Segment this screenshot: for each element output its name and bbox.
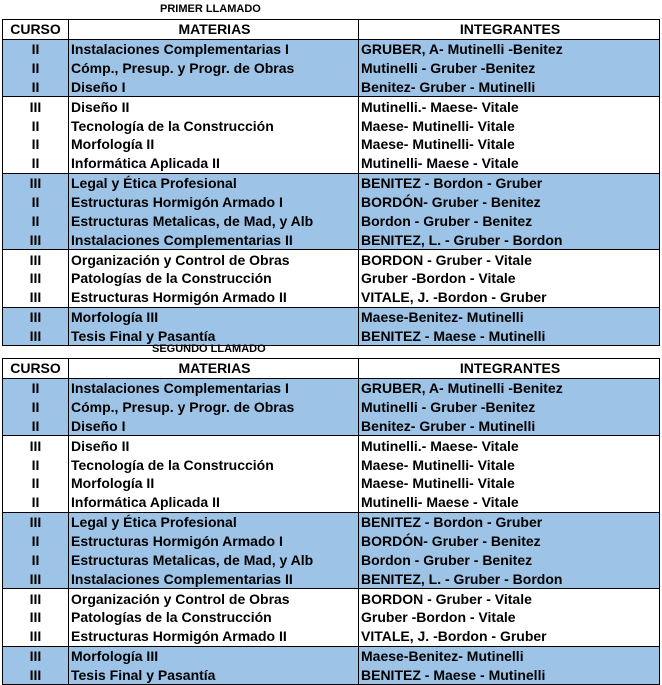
table-row: [3, 327, 660, 346]
table-row: [3, 550, 660, 569]
materia-cell: Diseño I: [69, 78, 359, 97]
curso-cell: II: [3, 116, 69, 135]
curso-cell: II: [3, 211, 69, 230]
table-row: [3, 288, 660, 307]
first-call-title: PRIMER LLAMADO: [160, 3, 261, 15]
integrantes-cell: Maese-Benitez- Mutinelli: [359, 646, 660, 665]
curso-cell: II: [3, 493, 69, 512]
header-curso: CURSO: [3, 20, 69, 40]
integrantes-cell: VITALE, J. -Bordon - Gruber: [359, 288, 660, 307]
curso-cell: III: [3, 173, 69, 192]
materia-cell: Morfología II: [69, 474, 359, 493]
header-integrantes: INTEGRANTES: [359, 359, 660, 379]
table-row: [3, 474, 660, 493]
table-row: [3, 532, 660, 551]
header-integrantes: INTEGRANTES: [359, 20, 660, 40]
materia-cell: Estructuras Hormigón Armado II: [69, 288, 359, 307]
curso-cell: III: [3, 569, 69, 588]
curso-cell: III: [3, 250, 69, 269]
header-materias: MATERIAS: [69, 20, 359, 40]
curso-cell: III: [3, 307, 69, 326]
integrantes-cell: Gruber -Bordon - Vitale: [359, 269, 660, 288]
table-row: [3, 417, 660, 436]
table-row: [3, 135, 660, 154]
curso-cell: III: [3, 230, 69, 249]
table-row: [3, 116, 660, 135]
materia-cell: Instalaciones Complementarias I: [69, 39, 359, 58]
integrantes-cell: Bordon - Gruber - Benitez: [359, 550, 660, 569]
materia-cell: Organización y Control de Obras: [69, 250, 359, 269]
integrantes-cell: Maese-Benitez- Mutinelli: [359, 307, 660, 326]
materia-cell: Patologías de la Construcción: [69, 608, 359, 627]
curso-cell: III: [3, 97, 69, 116]
integrantes-cell: Maese- Mutinelli- Vitale: [359, 455, 660, 474]
materia-cell: Estructuras Hormigón Armado I: [69, 532, 359, 551]
header-materias: MATERIAS: [69, 359, 359, 379]
materia-cell: Morfología II: [69, 135, 359, 154]
materia-cell: Estructuras Hormigón Armado I: [69, 193, 359, 212]
materia-cell: Instalaciones Complementarias I: [69, 378, 359, 397]
curso-cell: II: [3, 59, 69, 78]
materia-cell: Tesis Final y Pasantía: [69, 327, 359, 346]
table-row: [3, 39, 660, 58]
curso-cell: II: [3, 532, 69, 551]
table-row: [3, 398, 660, 417]
table-row: [3, 378, 660, 397]
curso-cell: III: [3, 288, 69, 307]
table-row: [3, 589, 660, 608]
integrantes-cell: BORDÓN- Gruber - Benitez: [359, 532, 660, 551]
header-curso: CURSO: [3, 359, 69, 379]
curso-cell: II: [3, 455, 69, 474]
table-row: [3, 666, 660, 685]
table-row: [3, 512, 660, 531]
curso-cell: III: [3, 327, 69, 346]
table-row: [3, 97, 660, 116]
materia-cell: Instalaciones Complementarias II: [69, 569, 359, 588]
curso-cell: III: [3, 627, 69, 646]
integrantes-cell: Maese- Mutinelli- Vitale: [359, 135, 660, 154]
materia-cell: Tecnología de la Construcción: [69, 455, 359, 474]
integrantes-cell: VITALE, J. -Bordon - Gruber: [359, 627, 660, 646]
integrantes-cell: Mutinelli - Gruber -Benitez: [359, 398, 660, 417]
curso-cell: III: [3, 269, 69, 288]
table-row: [3, 569, 660, 588]
curso-cell: III: [3, 608, 69, 627]
curso-cell: II: [3, 154, 69, 173]
curso-cell: II: [3, 550, 69, 569]
curso-cell: II: [3, 417, 69, 436]
materia-cell: Tesis Final y Pasantía: [69, 666, 359, 685]
materia-cell: Diseño II: [69, 436, 359, 455]
table-row: [3, 59, 660, 78]
curso-cell: II: [3, 135, 69, 154]
table-row: [3, 493, 660, 512]
curso-cell: II: [3, 398, 69, 417]
table-row: [3, 173, 660, 192]
materia-cell: Informática Aplicada II: [69, 493, 359, 512]
table-row: [3, 250, 660, 269]
integrantes-cell: Gruber -Bordon - Vitale: [359, 608, 660, 627]
table-row: [3, 154, 660, 173]
curso-cell: II: [3, 193, 69, 212]
materia-cell: Diseño I: [69, 417, 359, 436]
materia-cell: Cómp., Presup. y Progr. de Obras: [69, 398, 359, 417]
materia-cell: Legal y Ética Profesional: [69, 173, 359, 192]
table-row: [3, 608, 660, 627]
materia-cell: Legal y Ética Profesional: [69, 512, 359, 531]
integrantes-cell: Mutinelli- Maese - Vitale: [359, 154, 660, 173]
materia-cell: Organización y Control de Obras: [69, 589, 359, 608]
second-call-title: SEGUNDO LLAMADO: [152, 343, 266, 355]
curso-cell: III: [3, 589, 69, 608]
table-row: [3, 269, 660, 288]
materia-cell: Instalaciones Complementarias II: [69, 230, 359, 249]
curso-cell: III: [3, 646, 69, 665]
integrantes-cell: GRUBER, A- Mutinelli -Benitez: [359, 378, 660, 397]
table-row: [3, 627, 660, 646]
second-call-table: [2, 358, 660, 685]
curso-cell: III: [3, 512, 69, 531]
integrantes-cell: Maese- Mutinelli- Vitale: [359, 474, 660, 493]
integrantes-cell: Mutinelli- Maese - Vitale: [359, 493, 660, 512]
integrantes-cell: BENITEZ - Bordon - Gruber: [359, 173, 660, 192]
materia-cell: Morfología III: [69, 307, 359, 326]
materia-cell: Diseño II: [69, 97, 359, 116]
curso-cell: II: [3, 378, 69, 397]
materia-cell: Estructuras Metalicas, de Mad, y Alb: [69, 550, 359, 569]
materia-cell: Tecnología de la Construcción: [69, 116, 359, 135]
table-row: [3, 307, 660, 326]
curso-cell: III: [3, 666, 69, 685]
curso-cell: II: [3, 78, 69, 97]
integrantes-cell: BENITEZ - Bordon - Gruber: [359, 512, 660, 531]
integrantes-cell: BORDON - Gruber - Vitale: [359, 250, 660, 269]
integrantes-cell: Maese- Mutinelli- Vitale: [359, 116, 660, 135]
integrantes-cell: Benitez- Gruber - Mutinelli: [359, 78, 660, 97]
integrantes-cell: Bordon - Gruber - Benitez: [359, 211, 660, 230]
materia-cell: Cómp., Presup. y Progr. de Obras: [69, 59, 359, 78]
integrantes-cell: BENITEZ - Maese - Mutinelli: [359, 327, 660, 346]
integrantes-cell: Mutinelli.- Maese- Vitale: [359, 97, 660, 116]
integrantes-cell: GRUBER, A- Mutinelli -Benitez: [359, 39, 660, 58]
first-call-table: [2, 19, 660, 346]
table-row: [3, 211, 660, 230]
curso-cell: II: [3, 39, 69, 58]
header-row: [3, 20, 660, 40]
table-row: [3, 78, 660, 97]
integrantes-cell: Mutinelli.- Maese- Vitale: [359, 436, 660, 455]
table-row: [3, 455, 660, 474]
table-row: [3, 646, 660, 665]
integrantes-cell: Benitez- Gruber - Mutinelli: [359, 417, 660, 436]
curso-cell: II: [3, 474, 69, 493]
materia-cell: Estructuras Metalicas, de Mad, y Alb: [69, 211, 359, 230]
materia-cell: Informática Aplicada II: [69, 154, 359, 173]
integrantes-cell: BENITEZ, L. - Gruber - Bordon: [359, 569, 660, 588]
materia-cell: Estructuras Hormigón Armado II: [69, 627, 359, 646]
integrantes-cell: Mutinelli - Gruber -Benitez: [359, 59, 660, 78]
curso-cell: III: [3, 436, 69, 455]
integrantes-cell: BORDÓN- Gruber - Benitez: [359, 193, 660, 212]
integrantes-cell: BENITEZ, L. - Gruber - Bordon: [359, 230, 660, 249]
table-row: [3, 230, 660, 249]
table-row: [3, 436, 660, 455]
materia-cell: Patologías de la Construcción: [69, 269, 359, 288]
materia-cell: Morfología III: [69, 646, 359, 665]
header-row: [3, 359, 660, 379]
integrantes-cell: BENITEZ - Maese - Mutinelli: [359, 666, 660, 685]
integrantes-cell: BORDON - Gruber - Vitale: [359, 589, 660, 608]
table-row: [3, 193, 660, 212]
